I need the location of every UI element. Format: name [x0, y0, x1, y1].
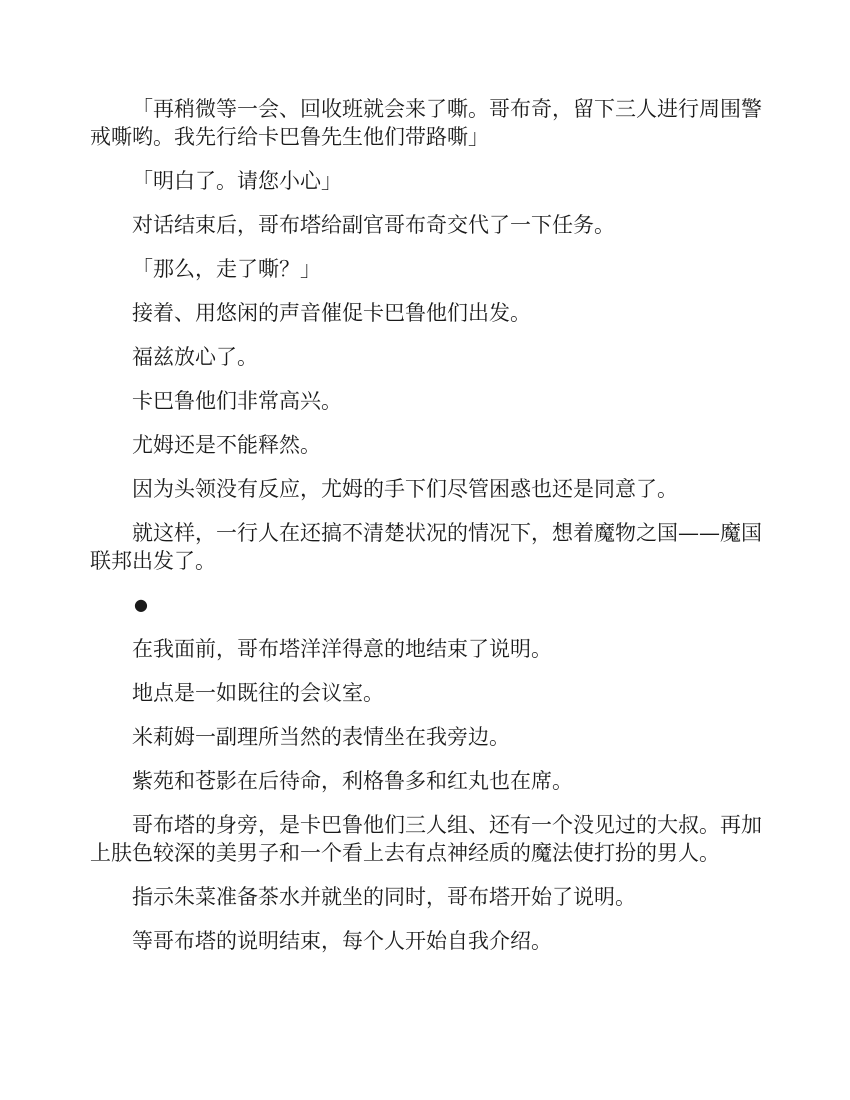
- paragraph: 接着、用悠闲的声音催促卡巴鲁他们出发。: [132, 301, 531, 325]
- paragraph: 「再稍微等一会、回收班就会来了嘶。哥布奇，留下三人进行周围警戒嘶哟。我先行给卡巴鲁先生他们带路嘶」: [90, 97, 762, 149]
- paragraph: 福兹放心了。: [132, 345, 258, 369]
- paragraph: 指示朱菜准备茶水并就坐的同时，哥布塔开始了说明。: [132, 885, 636, 909]
- paragraph: 卡巴鲁他们非常高兴。: [132, 389, 342, 413]
- paragraph: 等哥布塔的说明结束，每个人开始自我介绍。: [132, 929, 552, 953]
- paragraph: 米莉姆一副理所当然的表情坐在我旁边。: [132, 725, 510, 749]
- paragraph: 「那么，走了嘶？」: [132, 257, 321, 281]
- paragraph: 在我面前，哥布塔洋洋得意的地结束了说明。: [132, 637, 552, 661]
- paragraph: 哥布塔的身旁，是卡巴鲁他们三人组、还有一个没见过的大叔。再加上肤色较深的美男子和一个看上去有点神经质的魔法使打扮的男人。: [90, 813, 762, 865]
- paragraph: 地点是一如既往的会议室。: [132, 681, 384, 705]
- paragraph: 尤姆还是不能释然。: [132, 433, 321, 457]
- paragraph: 「明白了。请您小心」: [132, 169, 342, 193]
- paragraph: 因为头领没有反应，尤姆的手下们尽管困惑也还是同意了。: [132, 477, 678, 501]
- paragraph: 对话结束后，哥布塔给副官哥布奇交代了一下任务。: [132, 213, 615, 237]
- section-separator-bullet: ●: [134, 595, 148, 614]
- paragraph: 紫苑和苍影在后待命，利格鲁多和红丸也在席。: [132, 769, 573, 793]
- paragraph: 就这样，一行人在还搞不清楚状况的情况下，想着魔物之国——魔国联邦出发了。: [90, 521, 762, 573]
